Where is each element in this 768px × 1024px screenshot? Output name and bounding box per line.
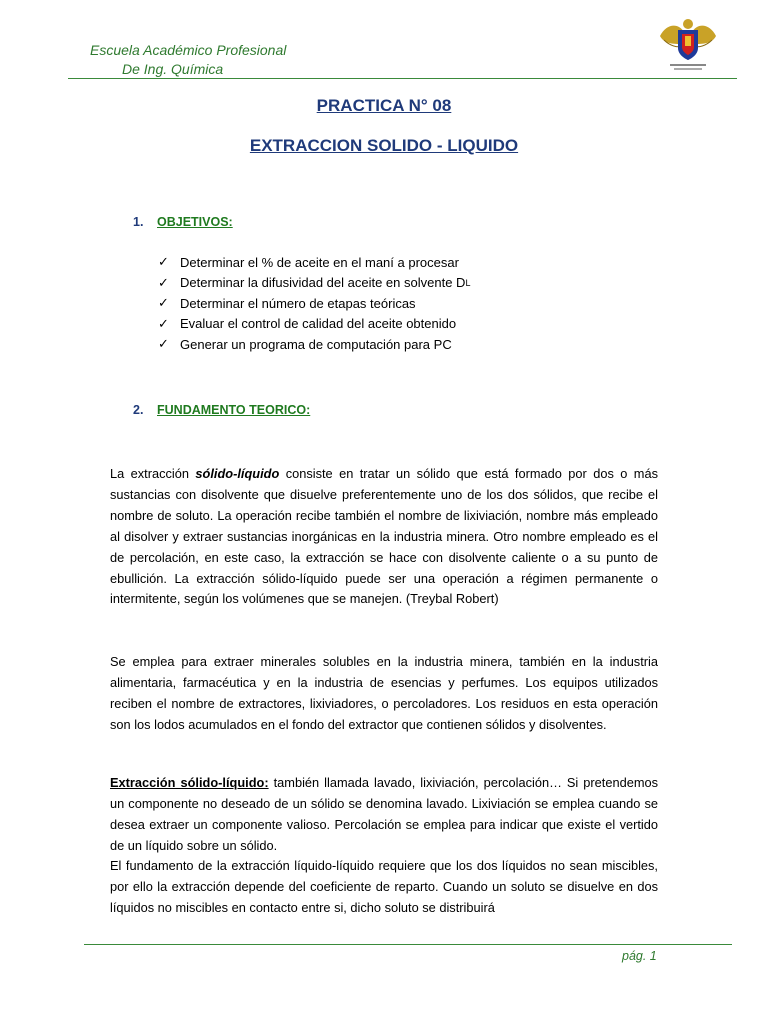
section-objectives-heading [133,215,233,229]
section-number: 2. [133,403,144,417]
paragraph-applications: Se emplea para extraer minerales solubles en la industria minera, también en la industria alimentaria, farmacéutica y en la industria de esencias y perfumes. Los equipos utilizados reciben el nombre de extractores, lixiviadores, o percoladores. Los residuos en esta operación son los lodos acumulados en el fondo del extractor que contienen sólidos y disolventes. [110,654,658,732]
paragraph-liquid-liquid: El fundamento de la extracción líquido-líquido requiere que los dos líquidos no sean miscibles, por ello la extracción depende del coeficiente de reparto. Cuando un soluto se disuelve en dos líquidos no miscibles en contacto entre si, dicho soluto se distribuirá [110,858,658,915]
topic-title: EXTRACCION SOLIDO - LIQUIDO [249,136,519,155]
checkmark-icon: ✓ [158,274,169,290]
objectives-list [158,252,470,355]
objective-item [158,314,470,335]
university-crest-icon [656,14,720,76]
section-title: OBJETIVOS: [157,215,233,229]
objective-text: Determinar el % de aceite en el maní a procesar [180,254,459,270]
objective-text: Determinar el número de etapas teóricas [180,295,416,311]
section-number: 1. [133,215,144,229]
paragraph-text: también llamada lavado, lixiviación, percolación… Si pretendemos un componente no deseado de un sólido se denomina lavado. Lixiviación se emplea cuando se desea extraer un componente valioso. Percolación se emplea para indicar que existe el vertido de un líquido sobre un sólido. [110,775,658,853]
objective-text: Evaluar el control de calidad del aceite obtenido [180,316,457,332]
objective-text: Generar un programa de computación para PC [180,336,452,352]
section-fundamentals-heading [133,403,310,417]
term-label: Extracción sólido-líquido: [110,775,269,790]
paragraph-extraction [110,773,658,857]
objective-text: Determinar la difusividad del aceite en solvente D [180,275,466,291]
checkmark-icon: ✓ [158,254,169,270]
objective-item [158,334,470,355]
objective-item [158,273,470,294]
paragraph-definition [110,464,658,610]
checkmark-icon: ✓ [158,315,169,331]
footer-divider [84,944,732,945]
page-number: pág. 1 [622,949,657,963]
checkmark-icon: ✓ [158,295,169,311]
paragraph-text: consiste en tratar un sólido que está formado por dos o más sustancias con disolvente que disuelve preferentemente uno de los dos sólidos, que recibe el nombre de soluto. La operación recibe también el nombre de lixiviación, nombre más empleado al disolver y extraer sustancias inorgánicas en la industria minera. Otro nombre empleado es el de percolación, en este caso, la extracción se hace con disolvente caliente o a su punto de ebullición. La extracción sólido-líquido puede ser una operación a régimen permanente o intermitente, según los volúmenes que se manejen. (Treybal Robert) [110,466,658,607]
header-school-name: Escuela Académico Profesional [90,42,287,58]
objective-item [158,252,470,273]
header-divider [68,78,737,79]
section-title: FUNDAMENTO TEORICO: [157,403,311,417]
objective-item [158,293,470,314]
checkmark-icon: ✓ [158,336,169,352]
paragraph-text: La extracción [110,466,196,481]
practice-title: PRACTICA N° 08 [316,96,452,115]
emphasis-term: sólido-líquido [195,466,280,481]
subscript-l: L [465,277,471,288]
header-department: De Ing. Química [122,61,224,77]
